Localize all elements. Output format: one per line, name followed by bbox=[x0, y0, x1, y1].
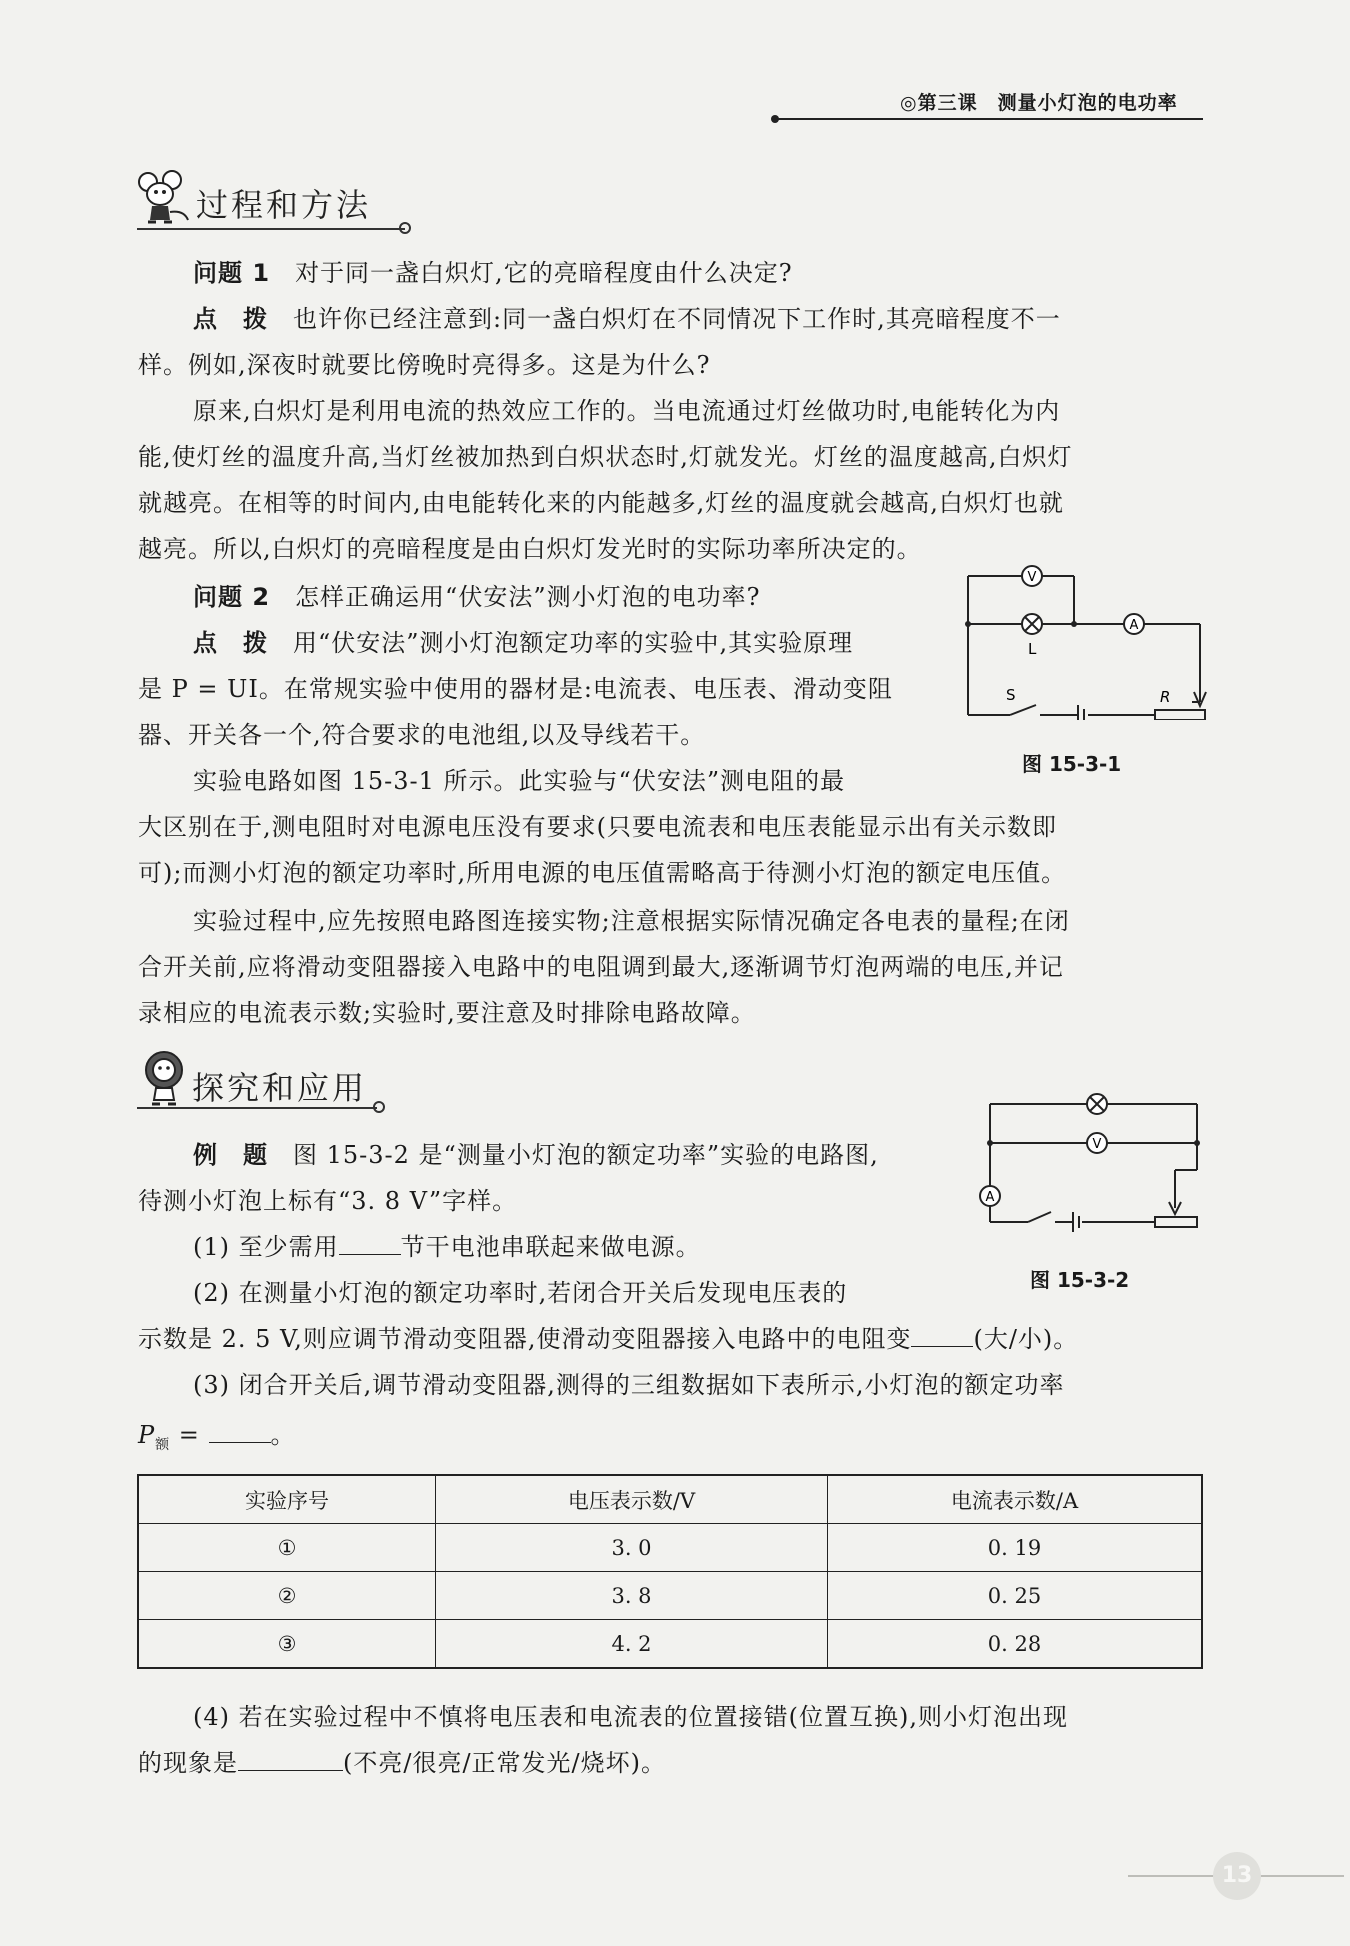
item-2-line1: (2) 在测量小灯泡的额定功率时,若闭合开关后发现电压表的 bbox=[193, 1279, 848, 1307]
table-cell: 0. 28 bbox=[828, 1620, 1203, 1669]
item-2-options: (大/小)。 bbox=[973, 1325, 1079, 1353]
item-3-line2 bbox=[138, 1412, 1203, 1468]
table-cell: 4. 2 bbox=[436, 1620, 828, 1669]
voltmeter-label: V bbox=[1092, 1137, 1102, 1152]
q1-para-line1: 原来,白炽灯是利用电流的热效应工作的。当电流通过灯丝做功时,电能转化为内 bbox=[193, 397, 1061, 425]
table-header-row bbox=[138, 1475, 1202, 1524]
item-3-end: 。 bbox=[270, 1421, 296, 1449]
running-header: ◎第三课 测量小灯泡的电功率 bbox=[900, 92, 1178, 114]
item-4-line1: (4) 若在实验过程中不慎将电压表和电流表的位置接错(位置互换),则小灯泡出现 bbox=[193, 1703, 1068, 1731]
q1-para-line3: 就越亮。在相等的时间内,由电能转化来的内能越多,灯丝的温度就会越高,白炽灯也就 bbox=[138, 489, 1064, 517]
q1-para-line4: 越亮。所以,白炽灯的亮暗程度是由白炽灯发光时的实际功率所决定的。 bbox=[138, 535, 922, 563]
item-3-blank[interactable] bbox=[209, 1420, 271, 1443]
table-cell: ① bbox=[138, 1524, 436, 1572]
circuit-diagram-15-3-1 bbox=[950, 560, 1210, 720]
table-cell: 0. 19 bbox=[828, 1524, 1203, 1572]
q2-para-line3: 可);而测小灯泡的额定功率时,所用电源的电压值需略高于待测小灯泡的额定电压值。 bbox=[138, 859, 1067, 887]
q1-question bbox=[138, 250, 1258, 296]
voltmeter-label: V bbox=[1027, 570, 1037, 585]
q2-hint-line3: 器、开关各一个,符合要求的电池组,以及导线若干。 bbox=[138, 721, 706, 749]
q2-hint-line2: 是 P = UI。在常规实验中使用的器材是:电流表、电压表、滑动变阻 bbox=[138, 675, 893, 703]
example-line2: 待测小灯泡上标有“3. 8 V”字样。 bbox=[138, 1187, 518, 1215]
lion-mascot-icon bbox=[136, 1050, 192, 1108]
table-row bbox=[138, 1572, 1202, 1620]
q1-label: 问题 1 bbox=[193, 259, 271, 287]
item-1-blank[interactable] bbox=[339, 1232, 401, 1255]
item-1-text: (1) 至少需用 bbox=[193, 1233, 339, 1261]
q1-hint-line1: 也许你已经注意到:同一盏白炽灯在不同情况下工作时,其亮暗程度不一 bbox=[293, 305, 1061, 333]
section-underline bbox=[137, 1107, 377, 1109]
section-underline bbox=[137, 228, 405, 230]
q2-para2-line3: 录相应的电流表示数;实验时,要注意及时排除电路故障。 bbox=[138, 999, 756, 1027]
page-number-rule bbox=[1260, 1875, 1344, 1877]
q1-hint-label: 点 拨 bbox=[193, 305, 268, 333]
item-2-line2 bbox=[138, 1316, 1203, 1362]
header-rule bbox=[775, 118, 1203, 120]
q2-label: 问题 2 bbox=[193, 583, 271, 611]
q2-para-line2: 大区别在于,测电阻时对电源电压没有要求(只要电流表和电压表能显示出有关示数即 bbox=[138, 813, 1057, 841]
q2-para2-line2: 合开关前,应将滑动变阻器接入电路中的电阻调到最大,逐渐调节灯泡两端的电压,并记 bbox=[138, 953, 1064, 981]
item-4-text: 的现象是 bbox=[138, 1749, 238, 1777]
table-cell: ③ bbox=[138, 1620, 436, 1669]
table-cell: 0. 25 bbox=[828, 1572, 1203, 1620]
table-row bbox=[138, 1620, 1202, 1669]
lamp-label-L: L bbox=[1028, 640, 1037, 658]
mouse-mascot-icon bbox=[134, 170, 196, 232]
rheostat-label-R: R bbox=[1160, 688, 1171, 706]
q2-para-line1: 实验电路如图 15-3-1 所示。此实验与“伏安法”测电阻的最 bbox=[193, 767, 846, 795]
table-header: 电压表示数/V bbox=[436, 1475, 828, 1524]
q2-text: 怎样正确运用“伏安法”测小灯泡的电功率? bbox=[295, 583, 761, 611]
figure-caption-15-3-2: 图 15-3-2 bbox=[1030, 1268, 1130, 1292]
item-4-options: (不亮/很亮/正常发光/烧坏)。 bbox=[343, 1749, 666, 1777]
q2-hint-label: 点 拨 bbox=[193, 629, 268, 657]
q2-para2-line1: 实验过程中,应先按照电路图连接实物;注意根据实际情况确定各电表的量程;在闭 bbox=[193, 907, 1070, 935]
item-2-blank[interactable] bbox=[911, 1324, 973, 1347]
circuit-diagram-15-3-2 bbox=[965, 1090, 1205, 1240]
underline-end-circle bbox=[398, 221, 412, 235]
item-1-text-end: 节干电池串联起来做电源。 bbox=[400, 1233, 701, 1261]
ammeter-label: A bbox=[1129, 618, 1139, 633]
q2-hint bbox=[138, 620, 973, 666]
example-label: 例 题 bbox=[193, 1141, 268, 1169]
table-cell: 3. 8 bbox=[436, 1572, 828, 1620]
item-3-line1: (3) 闭合开关后,调节滑动变阻器,测得的三组数据如下表所示,小灯泡的额定功率 bbox=[193, 1371, 1065, 1399]
q1-text: 对于同一盏白炽灯,它的亮暗程度由什么决定? bbox=[295, 259, 793, 287]
q1-hint bbox=[138, 296, 1258, 342]
switch-label-S: S bbox=[1006, 686, 1016, 704]
table-header: 电流表示数/A bbox=[828, 1475, 1203, 1524]
table-cell: ② bbox=[138, 1572, 436, 1620]
page-number-rule bbox=[1128, 1875, 1214, 1877]
ammeter-label: A bbox=[985, 1190, 995, 1205]
item-2-text: 示数是 2. 5 V,则应调节滑动变阻器,使滑动变阻器接入电路中的电阻变 bbox=[138, 1325, 912, 1353]
table-header: 实验序号 bbox=[138, 1475, 436, 1524]
section-title-process: 过程和方法 bbox=[196, 186, 372, 224]
table-row bbox=[138, 1524, 1202, 1572]
section-title-explore: 探究和应用 bbox=[192, 1069, 368, 1107]
q1-para-line2: 能,使灯丝的温度升高,当灯丝被加热到白炽状态时,灯就发光。灯丝的温度越高,白炽灯 bbox=[138, 443, 1073, 471]
equals-sign: = bbox=[170, 1421, 209, 1449]
power-subscript: 额 bbox=[155, 1436, 171, 1453]
q1-hint-line2: 样。例如,深夜时就要比傍晚时亮得多。这是为什么? bbox=[138, 351, 711, 379]
example-line1: 图 15-3-2 是“测量小灯泡的额定功率”实验的电路图, bbox=[293, 1141, 879, 1169]
underline-end-circle bbox=[372, 1100, 386, 1114]
item-1 bbox=[138, 1224, 1013, 1270]
page-number: 13 bbox=[1213, 1852, 1261, 1900]
figure-caption-15-3-1: 图 15-3-1 bbox=[1022, 752, 1122, 776]
power-symbol: P bbox=[138, 1421, 156, 1449]
item-4-blank[interactable] bbox=[238, 1748, 343, 1771]
q2-hint-line1: 用“伏安法”测小灯泡额定功率的实验中,其实验原理 bbox=[293, 629, 854, 657]
example-intro bbox=[138, 1132, 1013, 1178]
data-table bbox=[137, 1474, 1203, 1669]
table-cell: 3. 0 bbox=[436, 1524, 828, 1572]
item-4-line2 bbox=[138, 1740, 1203, 1786]
q2-question bbox=[138, 574, 973, 620]
